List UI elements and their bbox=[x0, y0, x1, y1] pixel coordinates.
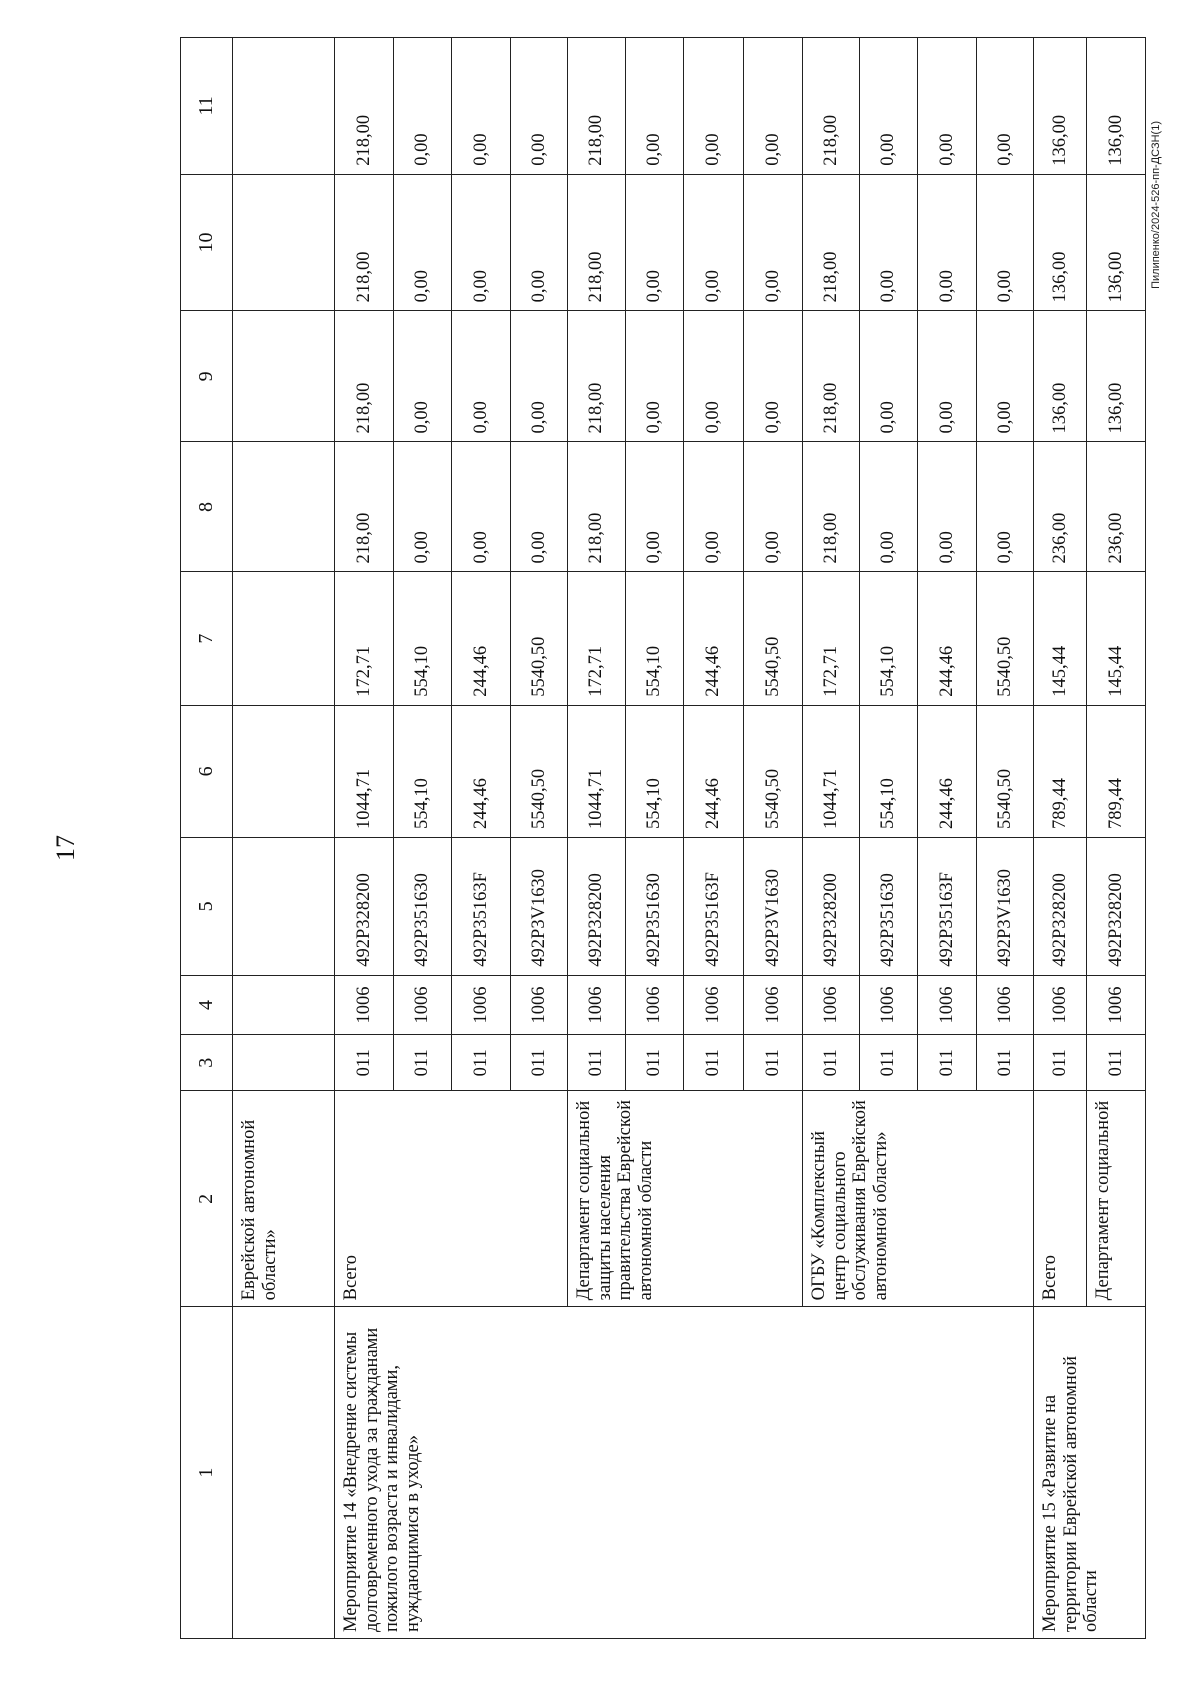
cell-c8: 218,00 bbox=[803, 442, 860, 572]
cell-c4: 1006 bbox=[1087, 975, 1146, 1035]
cell-c11: 0,00 bbox=[977, 38, 1034, 175]
cell-c3: 011 bbox=[511, 1035, 568, 1091]
cell-c7: 145,44 bbox=[1034, 572, 1087, 705]
header-cell: 11 bbox=[181, 38, 233, 175]
cell-c5: 492P328200 bbox=[335, 837, 394, 975]
cell-c6: 244,46 bbox=[918, 705, 977, 837]
cell-c10: 0,00 bbox=[918, 174, 977, 311]
cell-c10: 0,00 bbox=[452, 174, 511, 311]
cell-c4: 1006 bbox=[568, 975, 626, 1035]
cell-c3: 011 bbox=[1087, 1035, 1146, 1091]
cell-c5: 492P3V1630 bbox=[744, 837, 803, 975]
cell-c11: 218,00 bbox=[568, 38, 626, 175]
measure-15-title: Мероприятие 15 «Развитие на территории Еврейской автономной области bbox=[1034, 1307, 1146, 1639]
cell-c8: 0,00 bbox=[511, 442, 568, 572]
cell-c11: 0,00 bbox=[626, 38, 684, 175]
cell-c7: 5540,50 bbox=[744, 572, 803, 705]
cell-c7: 172,71 bbox=[335, 572, 394, 705]
cell-c7: 554,10 bbox=[394, 572, 452, 705]
cell-c3: 011 bbox=[568, 1035, 626, 1091]
header-cell: 5 bbox=[181, 837, 233, 975]
cell-c3: 011 bbox=[684, 1035, 744, 1091]
empty-cell bbox=[233, 1035, 335, 1091]
cell-c6: 1044,71 bbox=[568, 705, 626, 837]
cell-c10: 0,00 bbox=[511, 174, 568, 311]
cell-c5: 492P351630 bbox=[626, 837, 684, 975]
cell-c10: 136,00 bbox=[1087, 174, 1146, 311]
empty-cell bbox=[233, 1307, 335, 1639]
cell-c3: 011 bbox=[452, 1035, 511, 1091]
continuation-row bbox=[233, 38, 335, 1639]
cell-c3: 011 bbox=[335, 1035, 394, 1091]
cell-c11: 0,00 bbox=[511, 38, 568, 175]
cell-c10: 0,00 bbox=[744, 174, 803, 311]
cell-c11: 0,00 bbox=[452, 38, 511, 175]
footer-code: Пилипенко/2024-526-пп-ДСЗН(1) bbox=[1150, 121, 1162, 289]
continuation-text: Еврейской автономной области» bbox=[233, 1091, 335, 1307]
empty-cell bbox=[233, 975, 335, 1035]
cell-c4: 1006 bbox=[977, 975, 1034, 1035]
cell-c11: 136,00 bbox=[1034, 38, 1087, 175]
cell-c6: 244,46 bbox=[452, 705, 511, 837]
cell-c6: 554,10 bbox=[626, 705, 684, 837]
budget-table bbox=[180, 37, 1146, 1639]
cell-c9: 0,00 bbox=[684, 311, 744, 442]
cell-c3: 011 bbox=[1034, 1035, 1087, 1091]
empty-cell bbox=[233, 174, 335, 311]
cell-c5: 492P35163F bbox=[684, 837, 744, 975]
cell-c9: 0,00 bbox=[860, 311, 918, 442]
cell-c5: 492P351630 bbox=[394, 837, 452, 975]
header-cell: 7 bbox=[181, 572, 233, 705]
cell-c7: 554,10 bbox=[860, 572, 918, 705]
cell-c7: 244,46 bbox=[684, 572, 744, 705]
measure-14-title: Мероприятие 14 «Внедрение системы долговременного ухода за гражданами пожилого возраста и инвалидами, нуждающимися в уходе» bbox=[335, 1307, 1034, 1639]
cell-c4: 1006 bbox=[918, 975, 977, 1035]
cell-c5: 492P351630 bbox=[860, 837, 918, 975]
cell-c8: 0,00 bbox=[452, 442, 511, 572]
empty-cell bbox=[233, 442, 335, 572]
cell-c5: 492P328200 bbox=[1034, 837, 1087, 975]
cell-c6: 244,46 bbox=[684, 705, 744, 837]
dept-partial-label: Департамент социальной bbox=[1087, 1091, 1146, 1307]
cell-c4: 1006 bbox=[684, 975, 744, 1035]
cell-c10: 0,00 bbox=[860, 174, 918, 311]
cell-c7: 554,10 bbox=[626, 572, 684, 705]
header-cell: 9 bbox=[181, 311, 233, 442]
table-header-row bbox=[181, 38, 233, 1639]
cell-c8: 0,00 bbox=[626, 442, 684, 572]
cell-c5: 492P3V1630 bbox=[977, 837, 1034, 975]
cell-c8: 218,00 bbox=[568, 442, 626, 572]
cell-c8: 236,00 bbox=[1034, 442, 1087, 572]
cell-c6: 5540,50 bbox=[977, 705, 1034, 837]
cell-c4: 1006 bbox=[335, 975, 394, 1035]
cell-c11: 0,00 bbox=[860, 38, 918, 175]
cell-c3: 011 bbox=[803, 1035, 860, 1091]
cell-c8: 0,00 bbox=[394, 442, 452, 572]
cell-c5: 492P35163F bbox=[918, 837, 977, 975]
empty-cell bbox=[233, 38, 335, 175]
cell-c10: 0,00 bbox=[684, 174, 744, 311]
cell-c7: 145,44 bbox=[1087, 572, 1146, 705]
table-row bbox=[1034, 38, 1087, 1639]
cell-c4: 1006 bbox=[860, 975, 918, 1035]
cell-c4: 1006 bbox=[452, 975, 511, 1035]
cell-c10: 218,00 bbox=[335, 174, 394, 311]
cell-c10: 0,00 bbox=[626, 174, 684, 311]
cell-c11: 136,00 bbox=[1087, 38, 1146, 175]
cell-c3: 011 bbox=[918, 1035, 977, 1091]
cell-c6: 1044,71 bbox=[335, 705, 394, 837]
cell-c8: 0,00 bbox=[918, 442, 977, 572]
header-cell: 6 bbox=[181, 705, 233, 837]
header-cell: 3 bbox=[181, 1035, 233, 1091]
header-cell: 4 bbox=[181, 975, 233, 1035]
cell-c9: 0,00 bbox=[394, 311, 452, 442]
header-cell: 10 bbox=[181, 174, 233, 311]
cell-c9: 0,00 bbox=[918, 311, 977, 442]
cell-c7: 172,71 bbox=[568, 572, 626, 705]
cell-c11: 0,00 bbox=[684, 38, 744, 175]
cell-c10: 136,00 bbox=[1034, 174, 1087, 311]
cell-c4: 1006 bbox=[626, 975, 684, 1035]
cell-c6: 554,10 bbox=[860, 705, 918, 837]
cell-c7: 5540,50 bbox=[511, 572, 568, 705]
cell-c6: 1044,71 bbox=[803, 705, 860, 837]
cell-c11: 0,00 bbox=[394, 38, 452, 175]
cell-c3: 011 bbox=[860, 1035, 918, 1091]
dept-label: Департамент социальной защиты населения правительства Еврейской автономной области bbox=[568, 1091, 803, 1307]
cell-c5: 492P328200 bbox=[1087, 837, 1146, 975]
cell-c10: 0,00 bbox=[977, 174, 1034, 311]
cell-c8: 218,00 bbox=[335, 442, 394, 572]
cell-c4: 1006 bbox=[803, 975, 860, 1035]
cell-c9: 0,00 bbox=[452, 311, 511, 442]
cell-c9: 136,00 bbox=[1034, 311, 1087, 442]
cell-c11: 0,00 bbox=[918, 38, 977, 175]
cell-c10: 0,00 bbox=[394, 174, 452, 311]
cell-c8: 0,00 bbox=[860, 442, 918, 572]
cell-c4: 1006 bbox=[1034, 975, 1087, 1035]
cell-c4: 1006 bbox=[394, 975, 452, 1035]
cell-c11: 218,00 bbox=[335, 38, 394, 175]
cell-c9: 0,00 bbox=[511, 311, 568, 442]
cell-c7: 5540,50 bbox=[977, 572, 1034, 705]
cell-c11: 218,00 bbox=[803, 38, 860, 175]
ogbu-label: ОГБУ «Комплексный центр социального обслуживания Еврейской автономной области» bbox=[803, 1091, 1034, 1307]
cell-c3: 011 bbox=[977, 1035, 1034, 1091]
empty-cell bbox=[233, 705, 335, 837]
rotated-table-container bbox=[180, 37, 1140, 1639]
cell-c11: 0,00 bbox=[744, 38, 803, 175]
header-cell: 2 bbox=[181, 1091, 233, 1307]
cell-c6: 789,44 bbox=[1087, 705, 1146, 837]
cell-c8: 0,00 bbox=[977, 442, 1034, 572]
total-label: Всего bbox=[1034, 1091, 1087, 1307]
cell-c8: 0,00 bbox=[744, 442, 803, 572]
cell-c6: 5540,50 bbox=[511, 705, 568, 837]
cell-c9: 136,00 bbox=[1087, 311, 1146, 442]
header-cell: 1 bbox=[181, 1307, 233, 1639]
cell-c5: 492P328200 bbox=[803, 837, 860, 975]
cell-c8: 0,00 bbox=[684, 442, 744, 572]
cell-c10: 218,00 bbox=[803, 174, 860, 311]
cell-c5: 492P35163F bbox=[452, 837, 511, 975]
cell-c3: 011 bbox=[394, 1035, 452, 1091]
cell-c6: 5540,50 bbox=[744, 705, 803, 837]
page-number: 17 bbox=[51, 835, 80, 861]
cell-c10: 218,00 bbox=[568, 174, 626, 311]
cell-c5: 492P3V1630 bbox=[511, 837, 568, 975]
cell-c9: 0,00 bbox=[626, 311, 684, 442]
cell-c7: 244,46 bbox=[918, 572, 977, 705]
cell-c5: 492P328200 bbox=[568, 837, 626, 975]
cell-c9: 218,00 bbox=[568, 311, 626, 442]
empty-cell bbox=[233, 837, 335, 975]
cell-c3: 011 bbox=[626, 1035, 684, 1091]
cell-c7: 172,71 bbox=[803, 572, 860, 705]
empty-cell bbox=[233, 572, 335, 705]
cell-c9: 218,00 bbox=[803, 311, 860, 442]
cell-c9: 0,00 bbox=[744, 311, 803, 442]
empty-cell bbox=[233, 311, 335, 442]
cell-c3: 011 bbox=[744, 1035, 803, 1091]
header-cell: 8 bbox=[181, 442, 233, 572]
cell-c6: 789,44 bbox=[1034, 705, 1087, 837]
cell-c8: 236,00 bbox=[1087, 442, 1146, 572]
cell-c9: 0,00 bbox=[977, 311, 1034, 442]
cell-c4: 1006 bbox=[511, 975, 568, 1035]
cell-c6: 554,10 bbox=[394, 705, 452, 837]
total-label: Всего bbox=[335, 1091, 568, 1307]
cell-c4: 1006 bbox=[744, 975, 803, 1035]
cell-c7: 244,46 bbox=[452, 572, 511, 705]
cell-c9: 218,00 bbox=[335, 311, 394, 442]
table-row bbox=[335, 38, 394, 1639]
